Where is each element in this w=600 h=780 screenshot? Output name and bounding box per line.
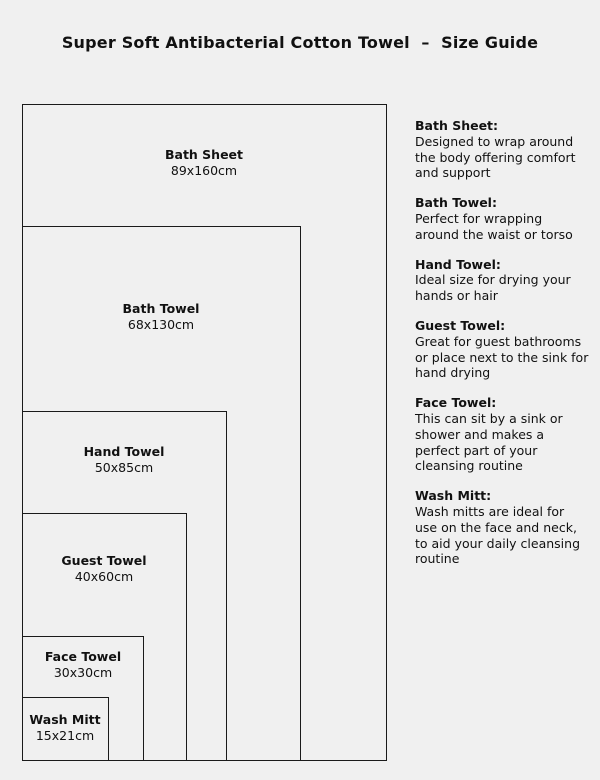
wash-mitt-label — [0, 712, 165, 744]
guest-towel-label — [4, 553, 204, 585]
bath-towel-name: Bath Towel — [122, 301, 200, 316]
bath-sheet-size: 89x160cm — [170, 163, 238, 178]
guest-towel-description — [415, 318, 590, 381]
bath-towel-desc-title: Bath Towel: — [415, 195, 497, 211]
page-title: Super Soft Antibacterial Cotton Towel – Size Guide — [61, 33, 539, 52]
hand-towel-label — [24, 444, 224, 476]
bath-towel-label — [61, 301, 261, 333]
face-towel-name: Face Towel — [44, 649, 122, 664]
wash-mitt-desc-title: Wash Mitt: — [415, 488, 492, 504]
wash-mitt-desc-text: Wash mitts are ideal for use on the face and neck, to aid your daily cleansing routine — [415, 503, 581, 567]
wash-mitt-size: 15x21cm — [35, 728, 95, 743]
bath-towel-description — [415, 195, 590, 242]
guest-towel-desc-text: Great for guest bathrooms or place next to the sink for hand drying — [415, 333, 589, 381]
bath-towel-desc-text: Perfect for wrapping around the waist or torso — [415, 210, 573, 242]
hand-towel-desc-text: Ideal size for drying your hands or hair — [415, 272, 571, 304]
descriptions-column — [415, 118, 590, 581]
hand-towel-size: 50x85cm — [94, 460, 154, 475]
bath-sheet-description — [415, 118, 590, 181]
wash-mitt-name: Wash Mitt — [29, 712, 101, 727]
bath-towel-size: 68x130cm — [127, 317, 195, 332]
wash-mitt-description — [415, 488, 590, 567]
bath-sheet-desc-title: Bath Sheet: — [415, 118, 499, 133]
hand-towel-name: Hand Towel — [83, 444, 165, 459]
face-towel-description — [415, 395, 590, 474]
bath-sheet-desc-text: Designed to wrap around the body offering comfort and support — [415, 133, 576, 181]
guest-towel-desc-title: Guest Towel: — [415, 317, 506, 333]
hand-towel-desc-title: Hand Towel: — [415, 256, 501, 272]
hand-towel-description — [415, 257, 590, 304]
face-towel-desc-text: This can sit by a sink or shower and makes a perfect part of your cleansing routine — [415, 410, 563, 474]
face-towel-label — [0, 649, 183, 681]
face-towel-size: 30x30cm — [53, 665, 113, 680]
bath-sheet-label — [104, 147, 304, 179]
guest-towel-size: 40x60cm — [74, 569, 134, 584]
bath-sheet-name: Bath Sheet — [164, 147, 244, 162]
guest-towel-name: Guest Towel — [61, 553, 147, 568]
face-towel-desc-title: Face Towel: — [415, 395, 497, 411]
